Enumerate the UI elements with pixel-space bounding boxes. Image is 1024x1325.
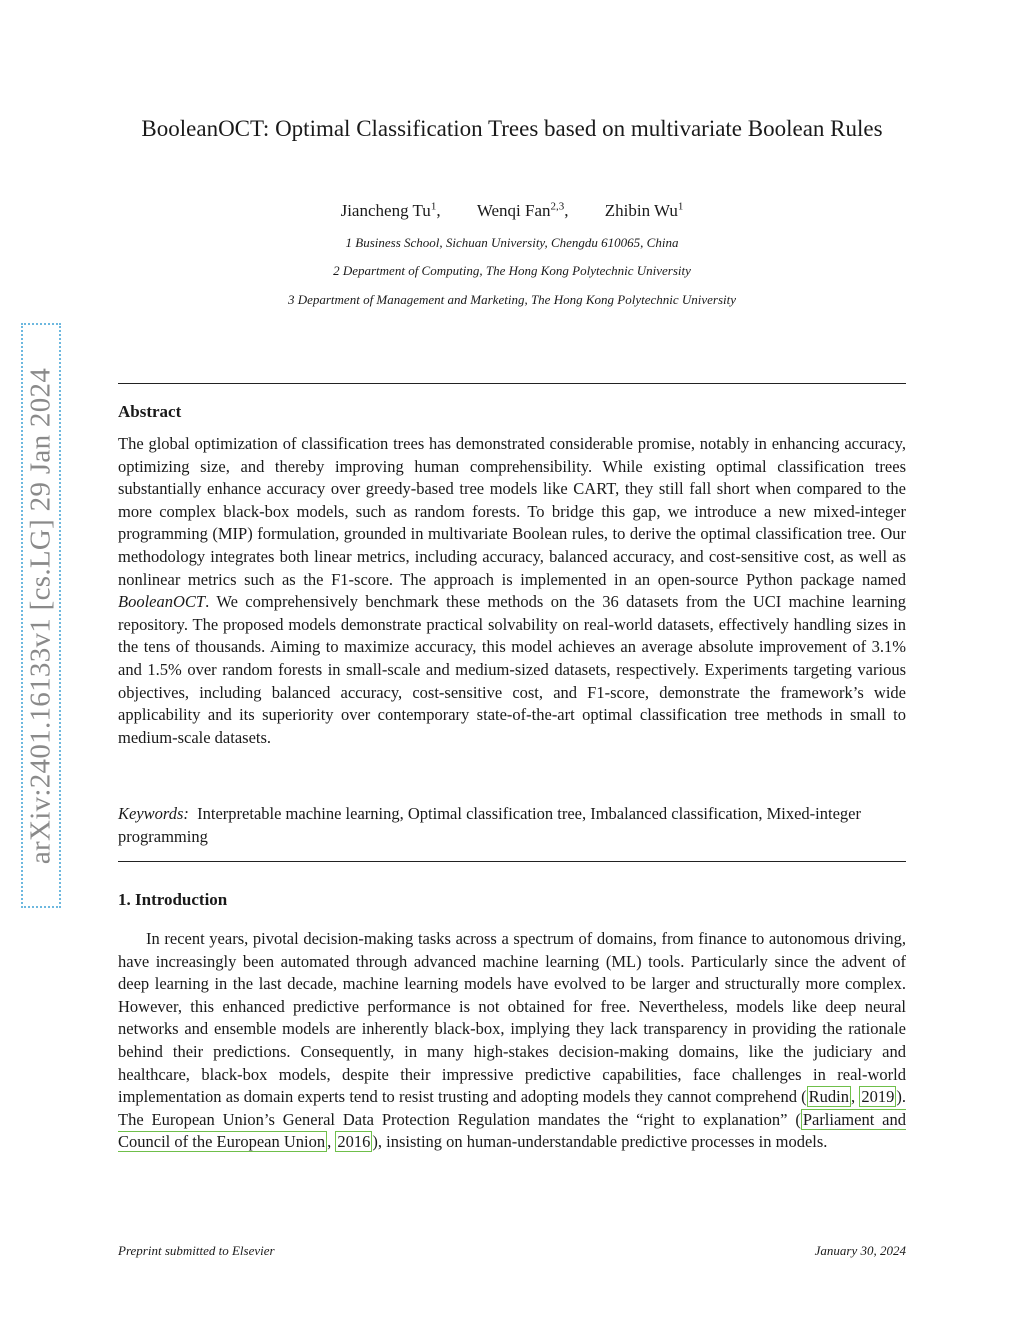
footer-date: January 30, 2024 xyxy=(814,1243,906,1258)
footer-preprint: Preprint submitted to Elsevier xyxy=(118,1243,275,1258)
arxiv-side-stamp xyxy=(21,323,61,908)
citation-link[interactable]: Rudin xyxy=(808,1087,850,1107)
citation-link[interactable]: 2019 xyxy=(861,1087,895,1107)
author: Wenqi Fan$^{2,3}$, xyxy=(476,200,569,220)
affiliation: 3 Department of Management and Marketing, The Hong Kong Polytechnic University xyxy=(287,292,737,307)
affiliation: 2 Department of Computing, The Hong Kong Polytechnic University xyxy=(333,263,691,278)
horizontal-rule xyxy=(118,861,906,862)
affiliation: 1 Business School, Sichuan University, Chengdu 610065, China xyxy=(345,235,679,250)
citation-link[interactable]: 2016 xyxy=(337,1132,371,1152)
horizontal-rule xyxy=(118,383,906,384)
citation-link[interactable]: Parliament and Council of the European Union xyxy=(118,1109,906,1152)
package-name: BooleanOCT xyxy=(118,592,206,612)
author-list xyxy=(118,200,906,221)
introduction-paragraph: In recent years, pivotal decision-making tasks across a spectrum of domains, from finance to autonomous driving, have increasingly been automated through advanced machine learning (ML) tools. Particularly since the advent of deep learning in the last decade, machine learning models have evolved to be larger and structurally more complex. However, this enhanced predictive performance is not obtained for free. Nevertheless, models like deep neural networks and ensemble models are inherently black-box, implying they lack transparency in providing the rationale behind their predictions. Consequently, in many high-stakes decision-making domains, like the judiciary and healthcare, black-box models, despite their impressive predictive capabilities, face challenges in real-world implementation as domain experts tend to resist trusting and adopting models they cannot comprehend ( Rudin , 2019 ). The European Union’s General Data Protection Regulation mandates the “right to explanation” ( Parliament and Council of the European Union , 2016 ), insisting on human-understandable predictive processes in models. xyxy=(118,929,906,1152)
keywords-label: Keywords: xyxy=(118,804,189,823)
keywords: Keywords: Interpretable machine learning, Optimal classification tree, Imbalanced classification, Mixed-integer programming xyxy=(118,804,861,846)
author: Zhibin Wu$^1$ xyxy=(604,200,684,220)
abstract-text: The global optimization of classification trees has demonstrated considerable promise, notably in enhancing accuracy, optimizing size, and thereby improving human comprehensibility. While existing optimal classification trees substantially enhance accuracy over greedy-based tree models like CART, they still fall short when compared to the more complex black-box models, such as random forests. To bridge this gap, we introduce a new mixed-integer programming (MIP) formulation, grounded in multivariate Boolean rules, to derive the optimal classification tree. Our methodology integrates both linear metrics, including accuracy, balanced accuracy, and cost-sensitive cost, as well as nonlinear metrics such as the F1-score. The approach is implemented in an open-source Python package named BooleanOCT. We comprehensively benchmark these methods on the 36 datasets from the UCI machine learning repository. The proposed models demonstrate practical solvability on real-world datasets, effectively handling sizes in the tens of thousands. Aiming to maximize accuracy, this model achieves an average absolute improvement of 3.1% and 1.5% over random forests in small-scale and medium-sized datasets, respectively. Experiments targeting various objectives, including balanced accuracy, cost-sensitive cost, and F1-score, demonstrate the framework’s wide applicability and its superiority over contemporary state-of-the-art optimal classification tree methods in small to medium-scale datasets. xyxy=(118,434,906,747)
author: Jiancheng Tu$^1$, xyxy=(340,200,441,220)
abstract-heading: Abstract xyxy=(118,402,182,421)
paper-title: BooleanOCT: Optimal Classification Trees based on multivariate Boolean Rules xyxy=(141,116,883,141)
section-heading-introduction: 1. Introduction xyxy=(118,890,228,909)
arxiv-identifier: arXiv:2401.16133v1 [cs.LG] 29 Jan 2024 xyxy=(24,367,57,864)
